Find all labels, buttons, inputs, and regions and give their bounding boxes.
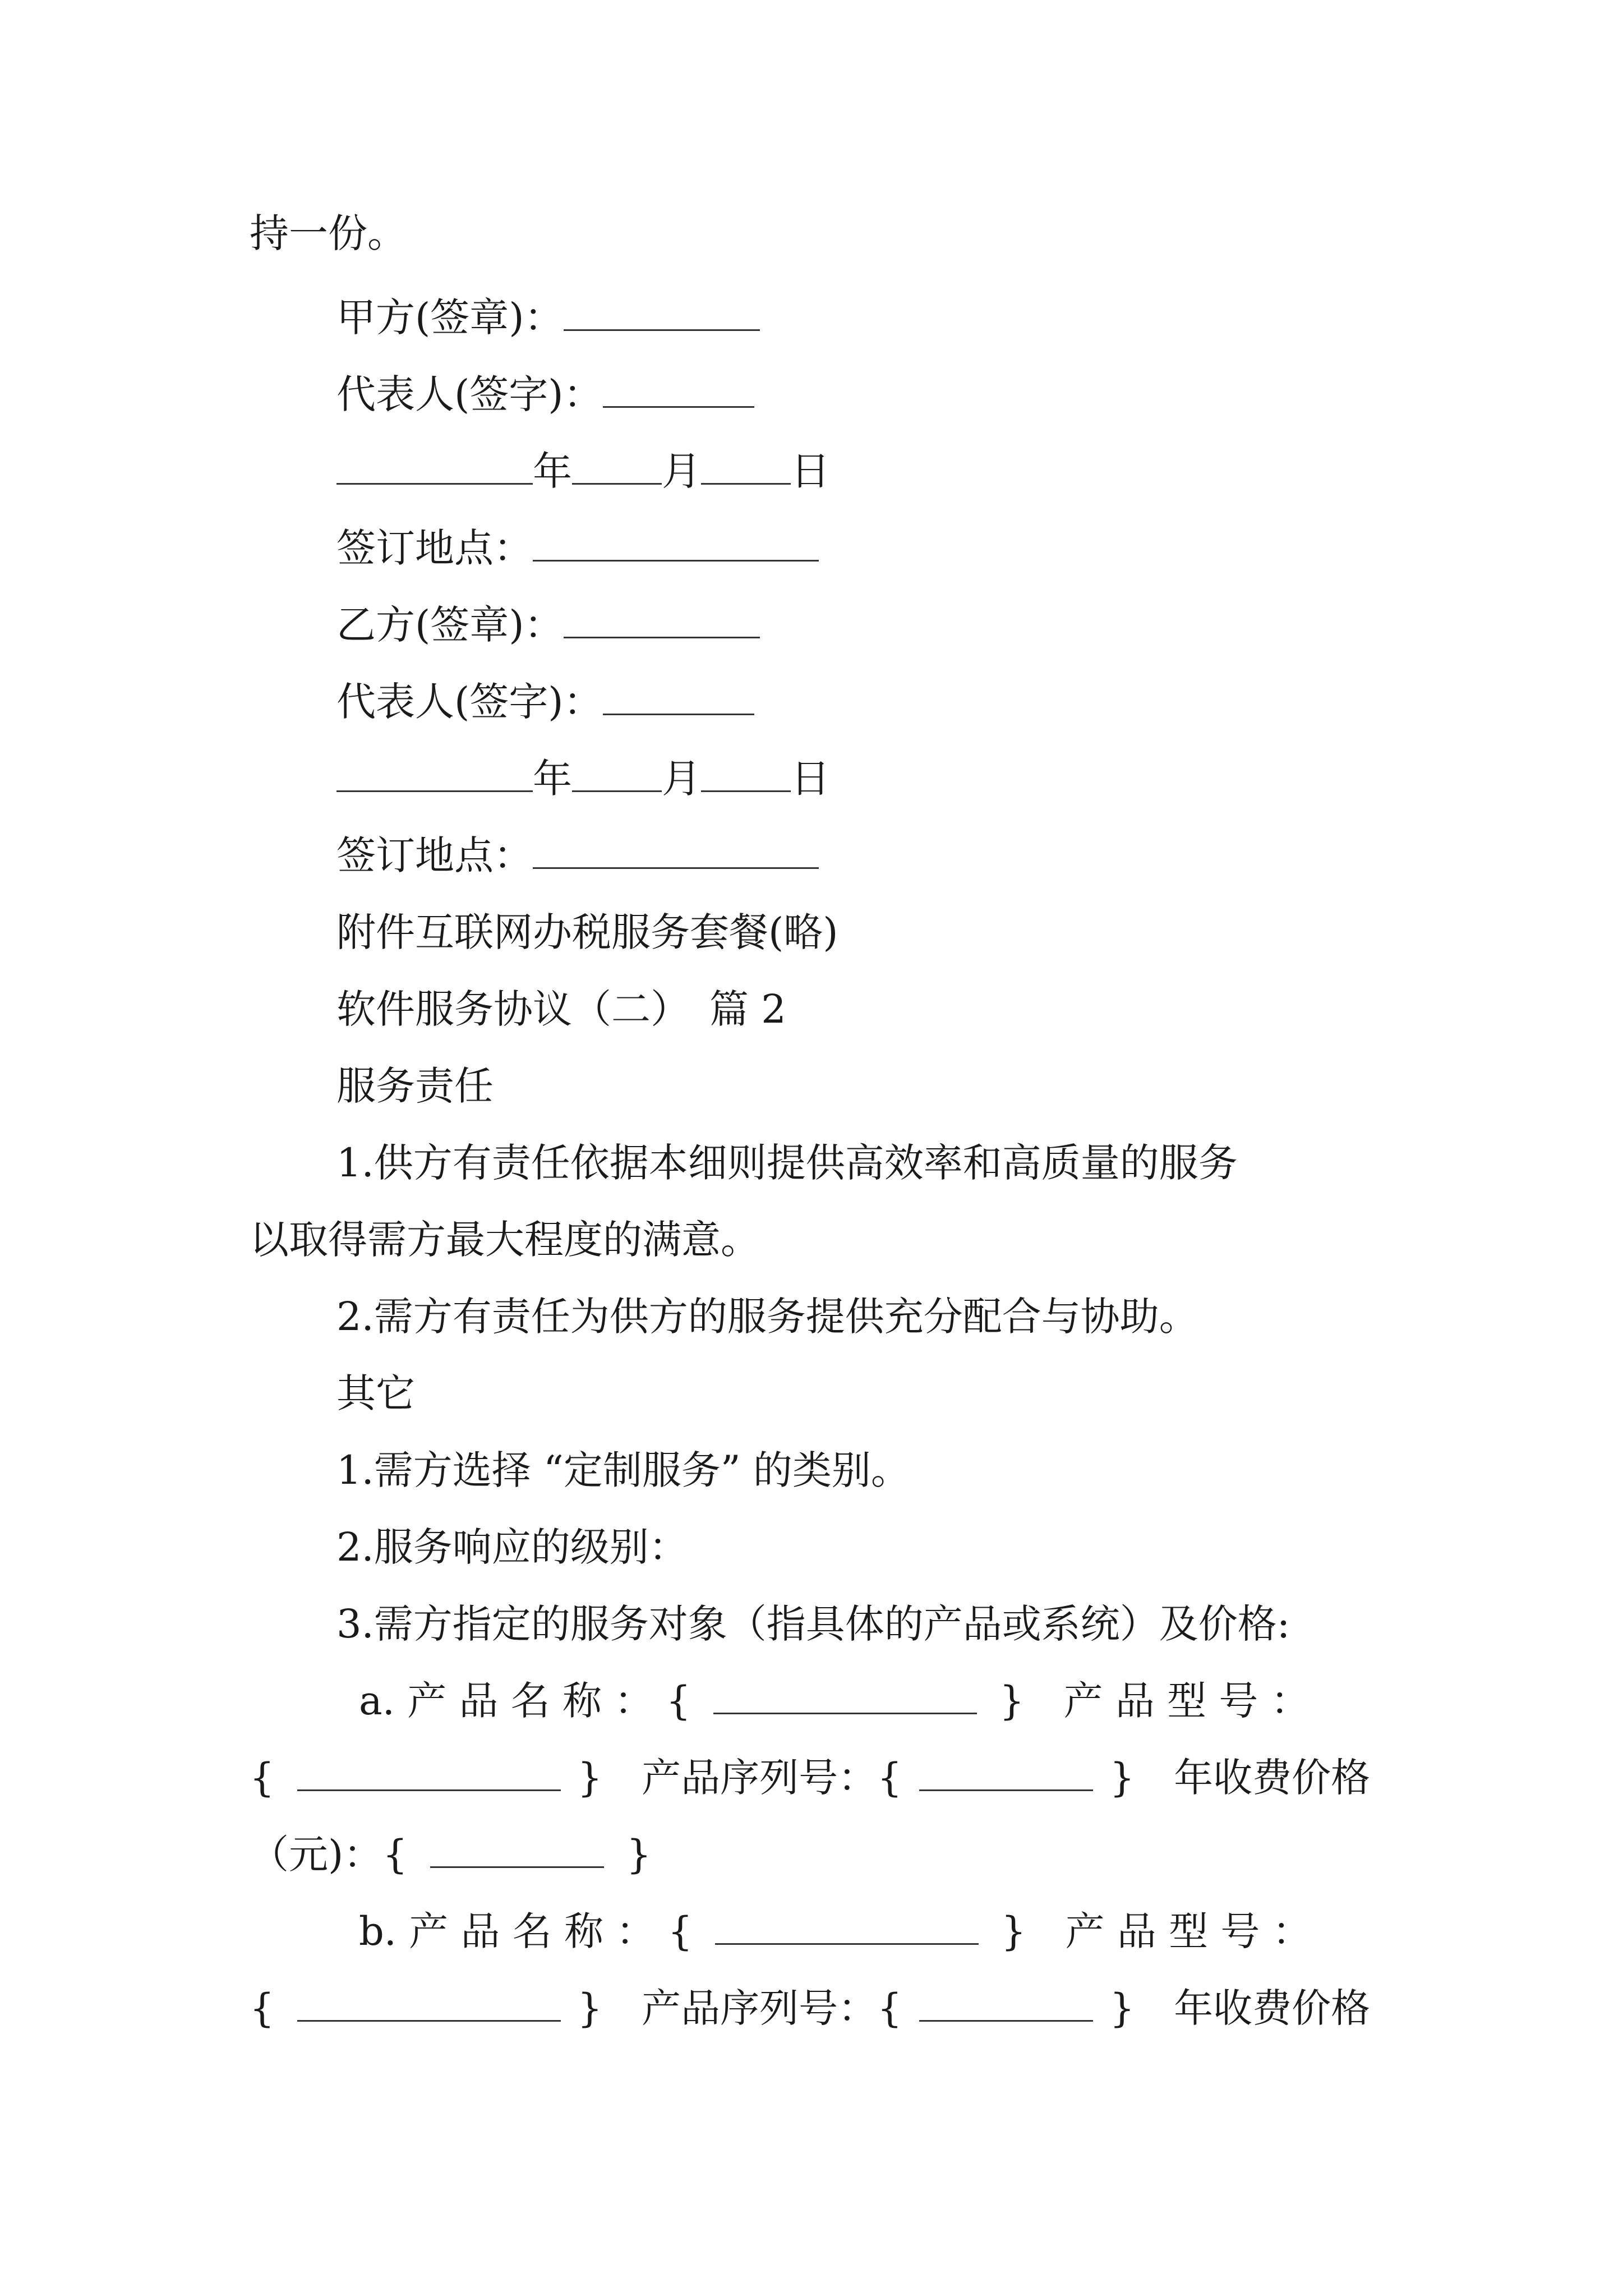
day-blank <box>701 450 791 485</box>
other-item-3 <box>336 1597 1290 1651</box>
clause-1-continued <box>250 1213 760 1267</box>
text: } 产 品 型 号 ： <box>999 1678 1310 1724</box>
text: } 年收费价格 <box>1109 1755 1371 1801</box>
text: } 年收费价格 <box>1109 1985 1371 2031</box>
party-a-representative-line <box>336 367 754 421</box>
month-label: 月 <box>662 448 701 494</box>
year-label: 年 <box>533 448 572 494</box>
party-b-seal-line <box>336 598 760 652</box>
day-label: 日 <box>791 756 830 802</box>
month-label: 月 <box>662 756 701 802</box>
serial-blank <box>919 1987 1093 2022</box>
product-a-line-1 <box>359 1674 1310 1728</box>
product-model-blank <box>297 1757 561 1791</box>
text: } 产 品 型 号 ： <box>1001 1908 1312 1954</box>
text: 3.需方指定的服务对象（指具体的产品或系统）及价格: <box>336 1601 1290 1647</box>
text: } 产品序列号：{ <box>577 1985 902 2031</box>
section-title <box>336 982 786 1036</box>
paragraph-continuation <box>250 206 407 260</box>
year-label: 年 <box>533 756 572 802</box>
clause-2 <box>336 1290 1198 1343</box>
text: 持一份。 <box>250 210 407 256</box>
other-item-1 <box>336 1443 910 1497</box>
party-a-date-line <box>336 444 830 498</box>
heading-service-responsibility <box>336 1059 494 1113</box>
product-name-blank <box>715 1911 979 1945</box>
day-label: 日 <box>791 448 830 494</box>
product-model-blank <box>297 1987 561 2022</box>
year-blank <box>336 450 533 485</box>
party-a-place-line <box>336 521 819 575</box>
text: 1.需方选择 “定制服务” 的类别。 <box>336 1447 910 1493</box>
product-b-line-1 <box>359 1904 1312 1958</box>
month-blank <box>572 450 662 485</box>
product-name-blank <box>713 1680 977 1714</box>
party-b-date-line <box>336 752 830 806</box>
text: 2.服务响应的级别： <box>336 1524 688 1570</box>
signature-blank <box>564 604 760 638</box>
text: 1.供方有责任依据本细则提供高效率和高质量的服务 <box>336 1140 1238 1186</box>
place-blank <box>533 527 819 562</box>
signature-blank <box>603 374 754 408</box>
text: { <box>250 1985 275 2031</box>
clause-1 <box>336 1136 1238 1190</box>
place-blank <box>533 835 819 869</box>
product-a-line-2 <box>250 1751 1370 1805</box>
serial-blank <box>919 1757 1093 1791</box>
party-a-seal-line <box>336 291 760 344</box>
text: 2.需方有责任为供方的服务提供充分配合与协助。 <box>336 1294 1198 1340</box>
label: 甲方(签章)： <box>336 295 564 341</box>
product-a-line-3 <box>250 1828 651 1881</box>
label: 签订地点： <box>336 525 533 571</box>
label: 代表人(签字)： <box>336 679 603 725</box>
text: b. 产 品 名 称 ： { <box>359 1908 693 1954</box>
signature-blank <box>564 297 760 331</box>
text: 服务责任 <box>336 1063 494 1109</box>
label: 签订地点： <box>336 832 533 878</box>
text: a. 产 品 名 称 ： { <box>359 1678 691 1724</box>
year-blank <box>336 758 533 792</box>
text: } <box>626 1832 652 1878</box>
product-b-line-2 <box>250 1981 1370 2035</box>
signature-blank <box>603 681 754 715</box>
text: 软件服务协议（二） 篇 2 <box>336 986 786 1032</box>
text: （元)：{ <box>250 1832 408 1878</box>
text: 其它 <box>336 1370 415 1416</box>
other-item-2 <box>336 1520 688 1574</box>
text: } 产品序列号：{ <box>577 1755 902 1801</box>
attachment-line <box>336 905 838 959</box>
text: { <box>250 1755 275 1801</box>
heading-other <box>336 1366 415 1420</box>
day-blank <box>701 758 791 792</box>
month-blank <box>572 758 662 792</box>
party-b-place-line <box>336 829 819 882</box>
fee-blank <box>430 1834 604 1868</box>
label: 乙方(签章)： <box>336 602 564 648</box>
party-b-representative-line <box>336 675 754 729</box>
text: 以取得需方最大程度的满意。 <box>250 1217 760 1263</box>
text: 附件互联网办税服务套餐(略) <box>336 909 838 955</box>
label: 代表人(签字)： <box>336 371 603 417</box>
